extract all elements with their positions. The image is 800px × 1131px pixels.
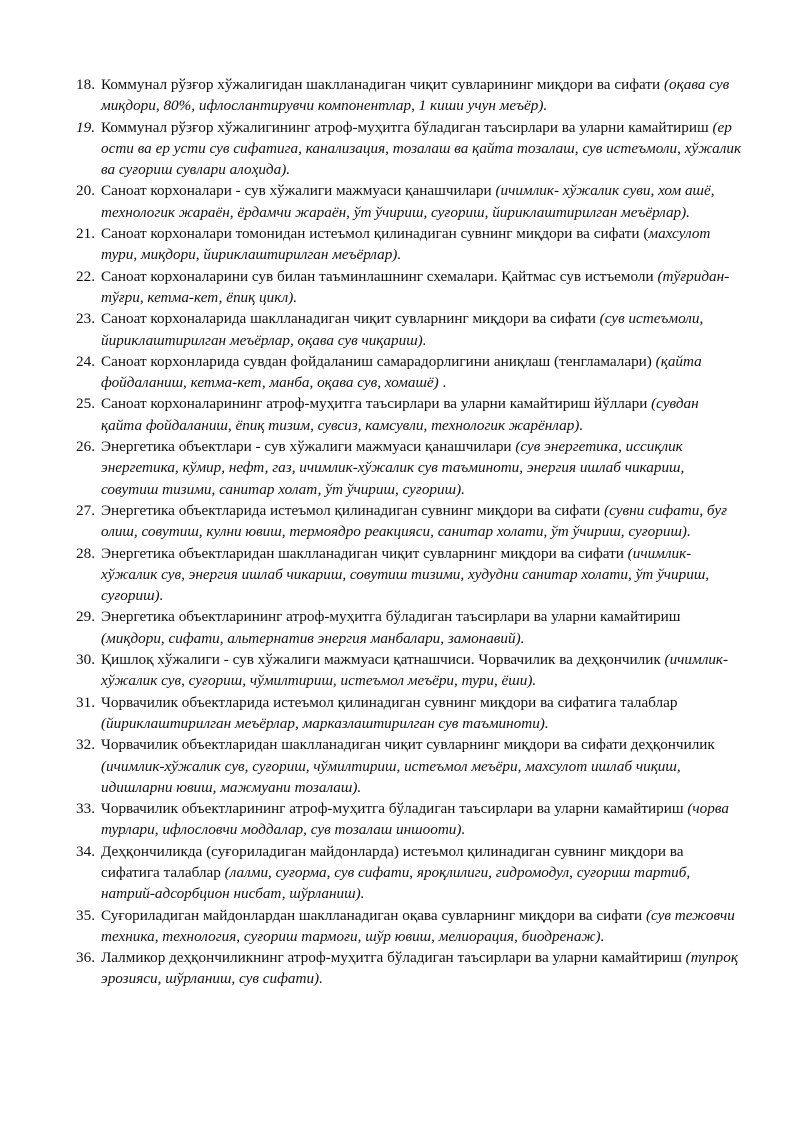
item-text: Саноат корхоналари томонидан истеъмол қилинадиган сувнинг миқдори ва сифати ( bbox=[101, 225, 649, 243]
list-item bbox=[0, 841, 800, 905]
item-note: (сувдан қайта фойдаланиш, ёпиқ тизим, сувсиз, камсувли, технологик жарёнлар). bbox=[101, 395, 699, 434]
item-text: Чорвачилик объектларининг атроф-муҳитга бўладиган таъсирлари ва уларни камайтириш bbox=[101, 800, 688, 818]
item-text: Энергетика объектлари - сув хўжалиги мажмуаси қанашчилари bbox=[101, 438, 516, 456]
item-note: (оқава сув миқдори, 80%, ифлослантирувчи компонентлар, 1 киши учун меъёр). bbox=[101, 76, 730, 115]
item-note: (сув тежовчи техника, технология, суғориш тармоғи, шўр ювиш, мелиорация, биодренаж). bbox=[101, 906, 735, 945]
item-text: Энергетика объектларидан шаклланадиган чиқит сувларнинг миқдори ва сифати bbox=[101, 544, 628, 562]
item-number: 30. bbox=[76, 651, 95, 669]
item-note: (ичимлик-хўжалик сув, суғориш, чўмилтириш, истеъмол меъёри, махсулот ишлаб чиқиш, идишларни ювиш, мажмуани тозалаш). bbox=[101, 757, 681, 796]
item-note: (миқдори, сифати, альтернатив энергия манбалари, замонавий). bbox=[101, 629, 525, 647]
item-note: (ичимлик- хўжалик суви, хом ашё, технологик жараён, ёрдамчи жараён, ўт ўчириш, суғориш, йириклаштирилган меъёрлар). bbox=[101, 182, 715, 221]
item-text: Коммунал рўзғор хўжалигининг атроф-муҳитга бўладиган таъсирлари ва уларни камайтириш bbox=[101, 118, 713, 136]
item-number: 31. bbox=[76, 693, 95, 711]
item-tail: . bbox=[438, 374, 447, 392]
list-item bbox=[0, 393, 800, 436]
item-number: 34. bbox=[76, 842, 95, 860]
item-number: 33. bbox=[76, 800, 95, 818]
item-text: Лалмикор деҳқончиликнинг атроф-муҳитга бўладиган таъсирлари ва уларни камайтириш bbox=[101, 949, 686, 967]
item-number: 27. bbox=[76, 501, 95, 519]
item-number: 23. bbox=[76, 310, 95, 328]
item-number: 29. bbox=[76, 608, 95, 626]
item-text: Суғориладиган майдонлардан шаклланадиган оқава сувларнинг миқдори ва сифати bbox=[101, 906, 646, 924]
item-number: 21. bbox=[76, 225, 95, 243]
document-page bbox=[0, 74, 800, 990]
list-item bbox=[0, 500, 800, 543]
list-item bbox=[0, 308, 800, 351]
list-item bbox=[0, 543, 800, 607]
list-item bbox=[0, 351, 800, 394]
list-item bbox=[0, 266, 800, 309]
item-text: Саноат корхоналари - сув хўжалиги мажмуаси қанашчилари bbox=[101, 182, 496, 200]
item-number: 18. bbox=[76, 76, 95, 93]
item-number: 35. bbox=[76, 906, 95, 924]
item-note: (тўғридан-тўғри, кетма-кет, ёпиқ цикл). bbox=[101, 267, 730, 306]
item-note: (тупроқ эрозияси, шўрланиш, сув сифати). bbox=[101, 949, 738, 988]
item-text: Энергетика объектларида истеъмол қилинадиган сувнинг миқдори ва сифати bbox=[101, 501, 605, 519]
list-item bbox=[0, 606, 800, 649]
list-item bbox=[0, 74, 800, 117]
numbered-topic-list bbox=[0, 74, 800, 990]
item-number: 32. bbox=[76, 736, 95, 754]
item-text: Саноат корхоналарини сув билан таъминлашнинг схемалари. Қайтмас сув истъемоли bbox=[101, 267, 658, 285]
item-number: 28. bbox=[76, 544, 95, 562]
item-number: 26. bbox=[76, 438, 95, 456]
item-note: (қайта фойдаланиш, кетма-кет, манба, оқава сув, хомашё) bbox=[101, 352, 702, 392]
list-item bbox=[0, 117, 800, 181]
item-text: Энергетика объектларининг атроф-муҳитга бўладиган таъсирлари ва уларни камайтириш bbox=[101, 608, 681, 626]
item-text: Чорвачилик объектларида истеъмол қилинадиган сувнинг миқдори ва сифатига талаблар bbox=[101, 693, 678, 711]
item-note: (ичимлик-хўжалик сув, энергия ишлаб чикариш, совутиш тизими, худудни санитар холати, ўт ўчириш, суғориш). bbox=[101, 544, 710, 605]
item-text: Коммунал рўзғор хўжалигидан шаклланадиган чиқит сувларининг миқдори ва сифати bbox=[101, 76, 664, 93]
item-text: Саноат корхоналарининг атроф-муҳитга таъсирлари ва уларни камайтириш йўллари bbox=[101, 395, 652, 413]
item-note: (сув энергетика, иссиқлик энергетика, кўмир, нефт, газ, ичимлик-хўжалик сув таъминоти, энергия ишлаб чикариш, совутиш тизими, санитар холат, ўт ўчириш, суғориш). bbox=[101, 438, 685, 498]
item-number: 19. bbox=[76, 118, 95, 136]
list-item bbox=[0, 734, 800, 798]
item-note: (сув истеъмоли, йириклаштирилган меъёрлар, оқава сув чиқариш). bbox=[101, 310, 704, 349]
item-note: (ичимлик-хўжалик сув, суғориш, чўмилтириш, истеъмол меъёри, тури, ёши). bbox=[101, 651, 729, 690]
item-number: 20. bbox=[76, 182, 95, 200]
item-note: (ер ости ва ер усти сув сифатига, канализация, тозалаш ва қайта тозалаш, сув истеъмоли, хўжалик ва суғориш сувлари алоҳида). bbox=[101, 118, 742, 179]
item-text: Саноат корхонларида сувдан фойдаланиш самарадорлигини аниқлаш (тенгламалари) bbox=[101, 352, 656, 370]
list-item bbox=[0, 436, 800, 500]
list-item bbox=[0, 649, 800, 692]
item-text: Қишлоқ хўжалиги - сув хўжалиги мажмуаси қатнашчиси. Чорвачилик ва деҳқончилик bbox=[101, 651, 665, 669]
list-item bbox=[0, 947, 800, 990]
item-text: Деҳқончиликда (суғориладиган майдонларда) истеъмол қилинадиган сувнинг миқдори ва сифатига талаблар bbox=[101, 842, 684, 881]
item-note: махсулот тури, миқдори, йириклаштирилган меъёрлар). bbox=[101, 225, 711, 264]
list-item bbox=[0, 905, 800, 948]
list-item bbox=[0, 692, 800, 735]
item-text: Чорвачилик объектларидан шаклланадиган чиқит сувларнинг миқдори ва сифати деҳқончилик bbox=[101, 736, 715, 754]
item-text: Саноат корхоналарида шаклланадиган чиқит сувларнинг миқдори ва сифати bbox=[101, 310, 600, 328]
item-note: (лалми, суғорма, сув сифати, яроқлилиги, гидромодул, суғориш тартиб, натрий-адсорбцион нисбат, шўрланиш). bbox=[101, 863, 691, 903]
list-item bbox=[0, 798, 800, 841]
item-note: (йириклаштирилган меъёрлар, марказлаштирилган сув таъминоти). bbox=[101, 714, 549, 732]
item-number: 25. bbox=[76, 395, 95, 413]
item-number: 22. bbox=[76, 267, 95, 285]
item-number: 36. bbox=[76, 949, 95, 967]
list-item bbox=[0, 223, 800, 266]
list-item bbox=[0, 180, 800, 223]
item-note: (чорва турлари, ифлословчи моддалар, сув тозалаш иншооти). bbox=[101, 800, 729, 839]
item-number: 24. bbox=[76, 352, 95, 370]
item-note: (сувни сифати, буғ олиш, совутиш, кулни ювиш, термоядро реакцияси, санитар холати, ўт ўчириш, суғориш). bbox=[101, 501, 728, 541]
